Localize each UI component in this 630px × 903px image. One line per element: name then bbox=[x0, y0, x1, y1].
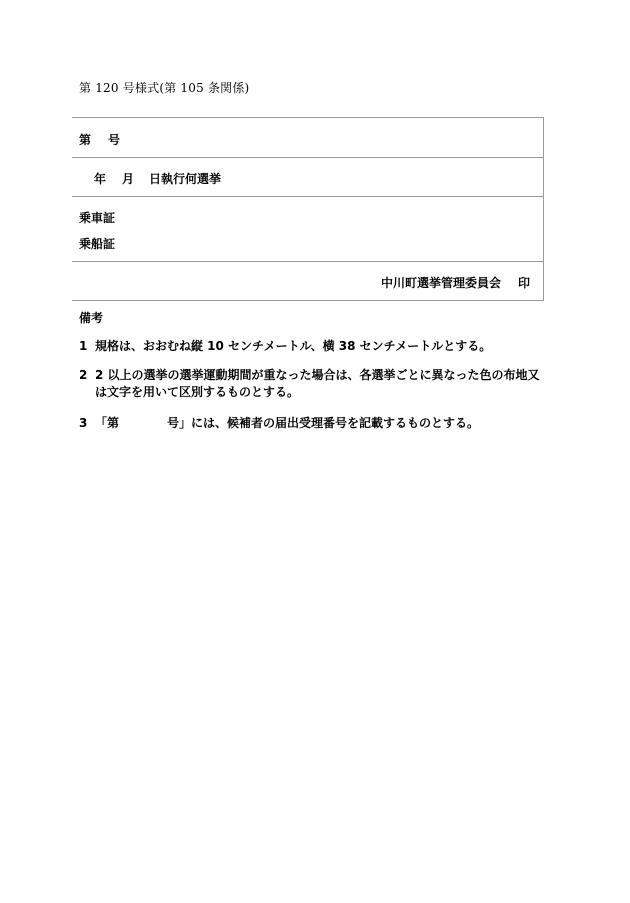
note-item bbox=[79, 415, 547, 432]
date-year: 年 bbox=[94, 172, 107, 186]
number-suffix: 号 bbox=[108, 133, 121, 147]
date-election: 日執行何選挙 bbox=[149, 172, 222, 186]
note-number: 3 bbox=[79, 416, 88, 430]
date-month: 月 bbox=[122, 172, 135, 186]
note-number: 1 bbox=[79, 339, 88, 353]
number-row bbox=[72, 118, 543, 158]
pass-type-row bbox=[72, 197, 543, 262]
pass-boat-label: 乗船証 bbox=[79, 237, 116, 251]
note-number: 2 bbox=[79, 368, 88, 382]
note-item bbox=[79, 367, 547, 401]
note-text: 「第 号」には、候補者の届出受理番号を記載するものとする。 bbox=[95, 416, 480, 430]
form-title: 第 120 号様式(第 105 条関係) bbox=[79, 81, 250, 95]
note-text: 規格は、おおむね縦 10 センチメートル、横 38 センチメートルとする。 bbox=[95, 339, 492, 353]
pass-car-label: 乗車証 bbox=[79, 211, 116, 225]
note-item bbox=[79, 338, 547, 355]
issuer-name: 中川町選挙管理委員会 bbox=[380, 276, 501, 290]
date-row bbox=[72, 158, 543, 197]
issuer-row bbox=[72, 262, 543, 300]
pass-form bbox=[72, 117, 544, 301]
notes-title: 備考 bbox=[79, 311, 104, 325]
note-text: 2 以上の選挙の選挙運動期間が重なった場合は、各選挙ごとに異なった色の布地又は文字を用いて区別するものとする。 bbox=[95, 368, 540, 399]
seal-mark: 印 bbox=[517, 276, 530, 290]
number-prefix: 第 bbox=[79, 133, 92, 147]
